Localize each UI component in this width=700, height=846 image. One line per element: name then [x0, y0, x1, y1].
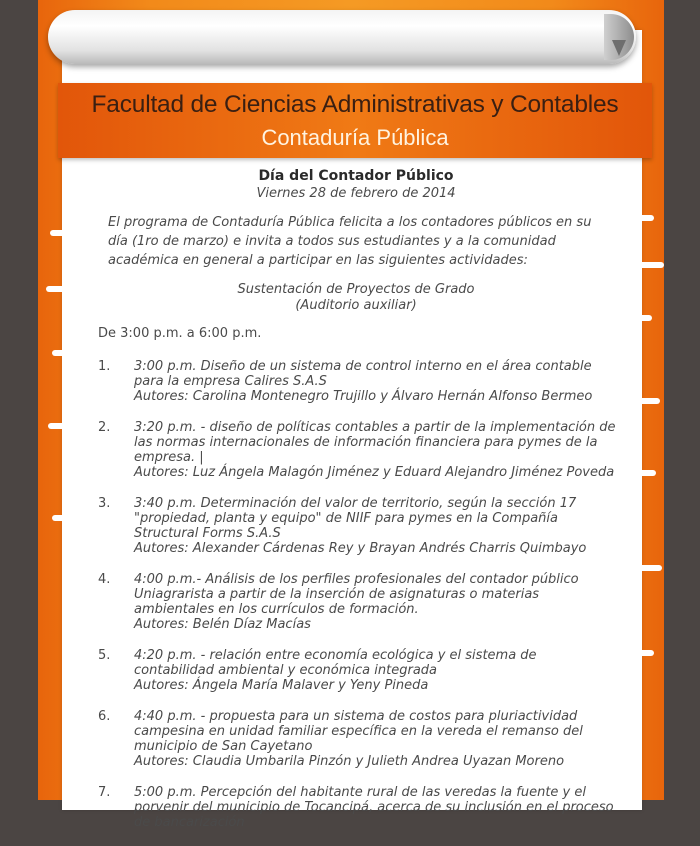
torn-edge [642, 470, 656, 476]
item-number: 1. [98, 359, 111, 374]
list-item [96, 572, 616, 632]
list-item [96, 496, 616, 556]
session-place: (Auditorio auxiliar) [295, 298, 417, 313]
torn-edge [642, 565, 662, 571]
header-banner [58, 83, 652, 158]
item-text: 3:20 p.m. - diseño de políticas contables a partir de la implementación de las normas internacionales de información financiera para pymes de la empresa. | [134, 420, 616, 465]
item-authors: Autores: Belén Díaz Macías [134, 617, 311, 632]
torn-edge [642, 650, 654, 656]
list-item [96, 709, 616, 769]
item-number: 2. [98, 420, 111, 435]
torn-edge [46, 286, 62, 292]
document-body [96, 164, 616, 846]
event-date: Viernes 28 de febrero de 2014 [256, 186, 456, 201]
item-authors: Autores: Claudia Umbarila Pinzón y Julieth Andrea Uyazan Moreno [134, 754, 565, 769]
torn-edge [642, 215, 654, 221]
item-number: 7. [98, 785, 111, 800]
item-authors: Autores: Ángela María Malaver y Yeny Pineda [134, 678, 429, 693]
item-authors: Autores: Luz Ángela Malagón Jiménez y Eduard Alejandro Jiménez Poveda [134, 465, 615, 480]
torn-edge [642, 315, 652, 321]
item-text: 3:00 p.m. Diseño de un sistema de control interno en el área contable para la empresa Calires S.A.S [134, 359, 592, 389]
item-text: 5:00 p.m. Percepción del habitante rural de las veredas la fuente y el porvenir del municipio de Tocancipá, acerca de su inclusión en el proceso de bancarización [134, 785, 614, 830]
program-title: Contaduría Pública [261, 125, 449, 150]
torn-edge [50, 230, 62, 236]
item-number: 4. [98, 572, 111, 587]
session-title: Sustentación de Proyectos de Grado [237, 282, 475, 297]
item-text: 4:00 p.m.- Análisis de los perfiles profesionales del contador público Uniagrarista a partir de la inserción de asignaturas o materias ambientales en los currículos de formación. [134, 572, 579, 617]
torn-edge [48, 423, 62, 429]
item-number: 5. [98, 648, 111, 663]
presentation-list [96, 359, 616, 830]
list-item [96, 648, 616, 693]
item-number: 3. [98, 496, 111, 511]
item-authors: Autores: Carolina Montenegro Trujillo y Álvaro Hernán Alfonso Bermeo [134, 389, 593, 404]
item-text: 3:40 p.m. Determinación del valor de territorio, según la sección 17 "propiedad, planta y equipo" de NIIF para pymes en la Compañía Structural Forms S.A.S [134, 496, 577, 541]
list-item [96, 420, 616, 480]
item-text: 4:40 p.m. - propuesta para un sistema de costos para pluriactividad campesina en unidad familiar específica en la vereda el remanso del municipio de San Cayetano [134, 709, 583, 754]
torn-edge [642, 398, 660, 404]
list-item [96, 359, 616, 404]
item-authors: Autores: Alexander Cárdenas Rey y Brayan Andrés Charris Quimbayo [134, 541, 587, 556]
list-item [96, 785, 616, 830]
scroll-roll [48, 10, 636, 64]
torn-edge [52, 350, 62, 356]
torn-edge [642, 262, 664, 268]
faculty-title: Facultad de Ciencias Administrativas y Contables [91, 91, 619, 118]
intro-paragraph: El programa de Contaduría Pública felicita a los contadores públicos en su día (1ro de marzo) e invita a todos sus estudiantes y a la comunidad académica en general a participar en las siguientes actividades: [108, 215, 592, 268]
event-title: Día del Contador Público [258, 168, 454, 184]
torn-edge [52, 515, 62, 521]
item-text: 4:20 p.m. - relación entre economía ecológica y el sistema de contabilidad ambiental y económica integrada [134, 648, 537, 678]
session-hours: De 3:00 p.m. a 6:00 p.m. [98, 326, 262, 341]
item-number: 6. [98, 709, 111, 724]
